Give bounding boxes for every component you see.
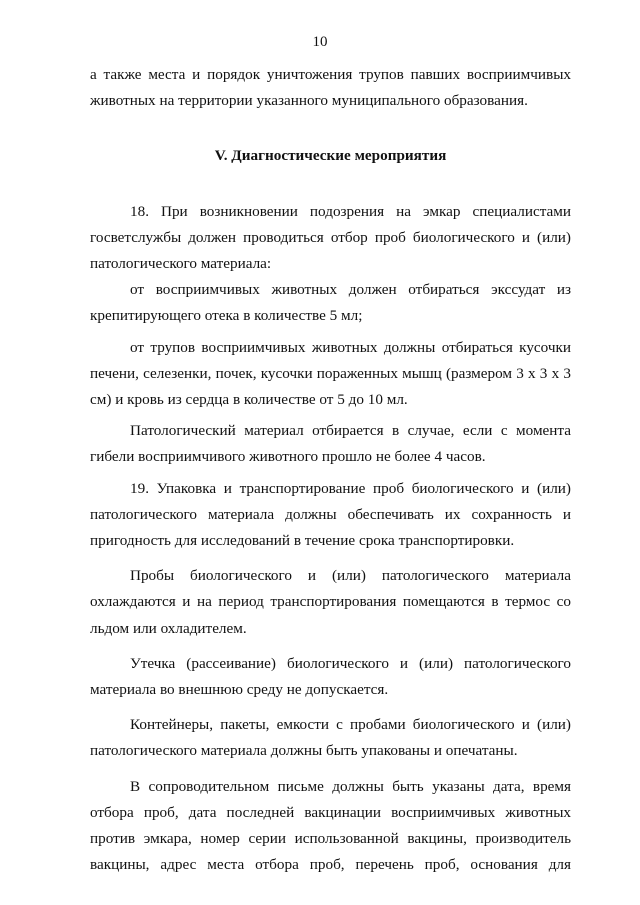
paragraph-intro: а также места и порядок уничтожения трупов павших восприимчивых животных на территории указанного муниципального образования. — [90, 66, 571, 110]
paragraph-19-cover-letter: В сопроводительном письме должны быть указаны дата, время отбора проб, дата последней вакцинации восприимчивых животных против эмкара, номер серии использованной вакцины, производитель вакцины, адрес места отбора проб, перечень проб, основания для — [90, 777, 571, 874]
document-body — [90, 62, 571, 878]
paragraph-18-carcasses: от трупов восприимчивых животных должны отбираться кусочки печени, селезенки, почек, кусочки пораженных мышц (размером 3 х 3 х 3 см) и кровь из сердца в количестве от 5 до 10 мл. — [90, 338, 571, 409]
paragraph-19-containers: Контейнеры, пакеты, емкости с пробами биологического и (или) патологического материала должны быть упакованы и опечатаны. — [90, 716, 571, 760]
paragraph-19-leakage: Утечка (рассеивание) биологического и (или) патологического материала во внешнюю среду не допускается. — [90, 654, 571, 699]
paragraph-19: 19. Упаковка и транспортирование проб биологического и (или) патологического материала должны обеспечивать их сохранность и пригодность для исследований в течение срока транспортировки. — [90, 479, 571, 550]
paragraph-18-time-limit: Патологический материал отбирается в случае, если с момента гибели восприимчивого животного прошло не более 4 часов. — [90, 422, 571, 466]
paragraph-18-live-animals: от восприимчивых животных должен отбираться экссудат из крепитирующего отека в количестве 5 мл; — [90, 281, 571, 325]
section-heading: V. Диагностические мероприятия — [214, 147, 447, 165]
page-number: 10 — [312, 34, 328, 50]
paragraph-18: 18. При возникновении подозрения на эмкар специалистами госветслужбы должен проводиться отбор проб биологического и (или) патологического материала: — [90, 202, 571, 273]
paragraph-19-cooling: Пробы биологического и (или) патологического материала охлаждаются и на период транспортирования помещаются в термос со льдом или охладителем. — [90, 567, 571, 637]
